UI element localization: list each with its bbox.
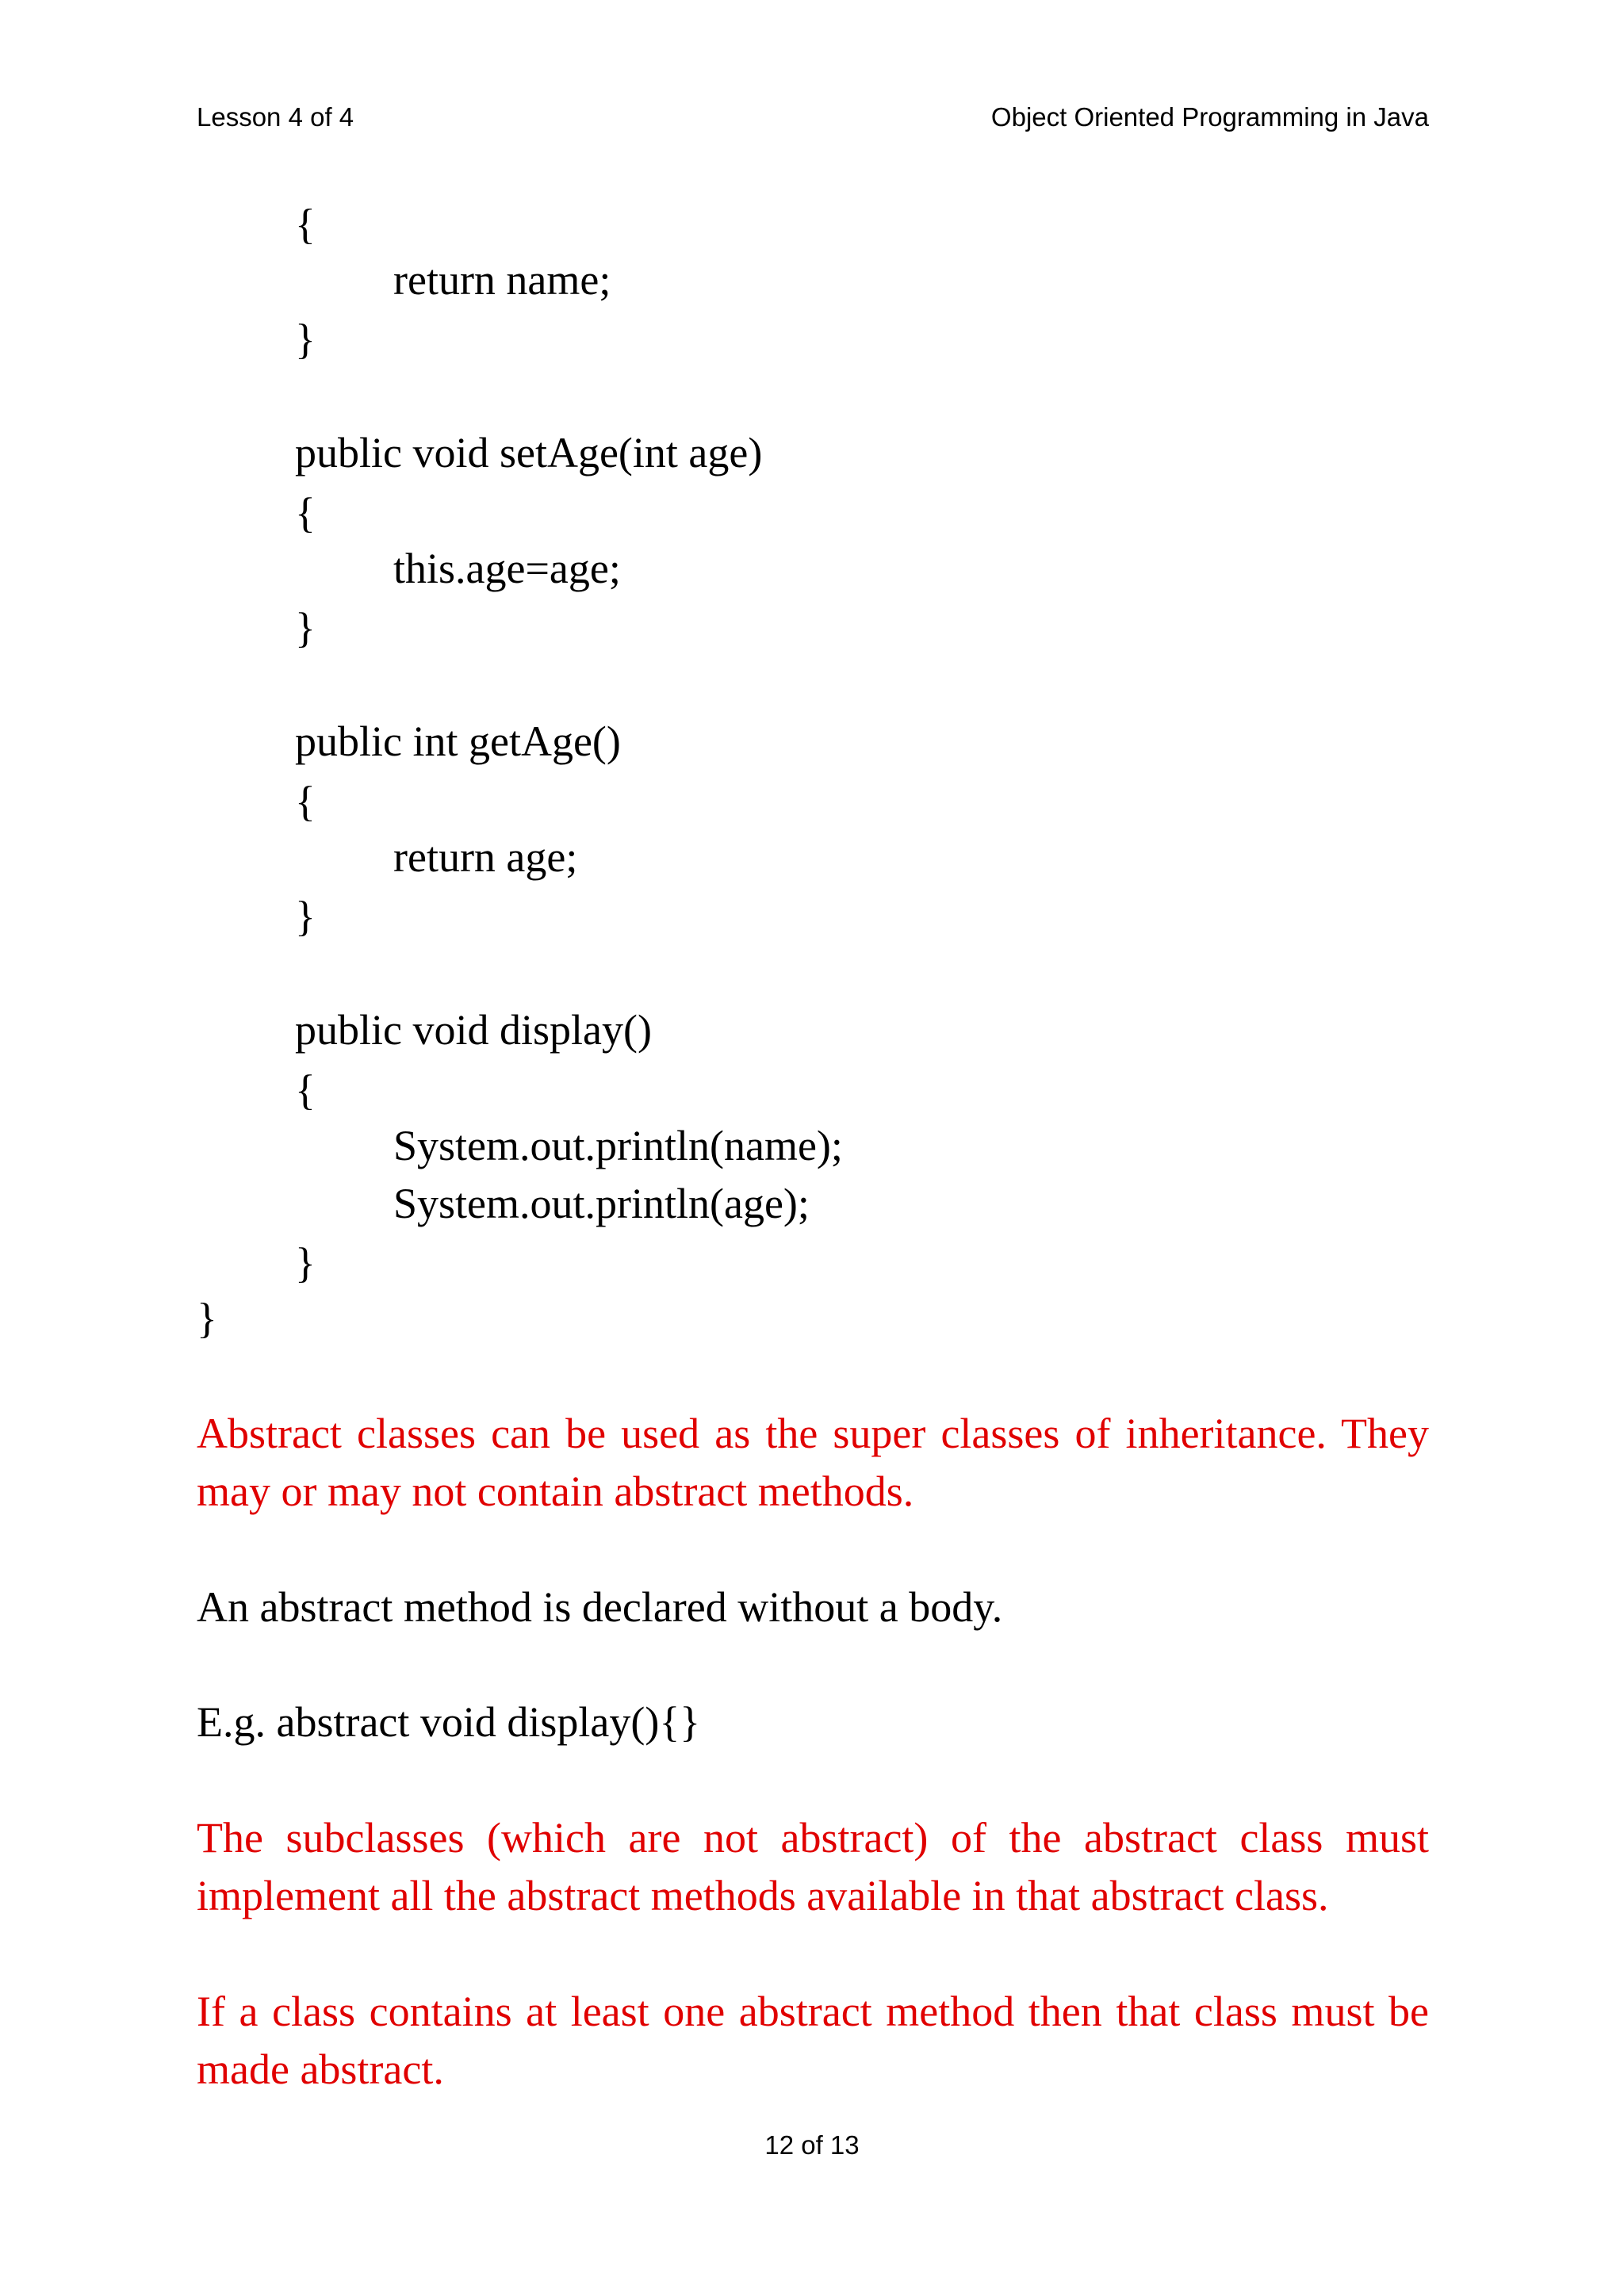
code-line: public int getAge() — [295, 718, 621, 765]
code-line: this.age=age; — [393, 545, 621, 592]
code-line: { — [295, 1066, 316, 1114]
paragraph-rule: If a class contains at least one abstract method then that class must be made abstract. — [197, 1988, 1429, 2093]
code-line: return name; — [393, 256, 611, 304]
code-line: { — [295, 489, 316, 537]
paragraph-abstract-classes: Abstract classes can be used as the super classes of inheritance. They may or may not contain abstract methods. — [197, 1410, 1429, 1515]
code-line: System.out.println(age); — [393, 1180, 810, 1227]
code-line: public void display() — [295, 1006, 652, 1054]
code-line: } — [295, 604, 316, 652]
code-line: } — [295, 1239, 316, 1287]
code-line: } — [295, 316, 316, 363]
paragraph-abstract-method: An abstract method is declared without a body. — [197, 1583, 1003, 1631]
code-line: } — [197, 1295, 217, 1342]
code-line: System.out.println(name); — [393, 1122, 843, 1169]
paragraph-subclasses: The subclasses (which are not abstract) of the abstract class must implement all the abstract methods available in that abstract class. — [197, 1814, 1429, 1919]
course-title: Object Oriented Programming in Java — [990, 102, 1429, 132]
code-line: { — [295, 778, 316, 825]
paragraph-example: E.g. abstract void display(){} — [197, 1698, 701, 1746]
code-line: public void setAge(int age) — [295, 429, 763, 476]
page-number: 12 of 13 — [764, 2130, 860, 2160]
page-header — [197, 101, 1429, 133]
lesson-label: Lesson 4 of 4 — [197, 102, 354, 132]
code-line: { — [295, 201, 316, 248]
code-line: } — [295, 893, 316, 940]
code-line: return age; — [393, 833, 578, 881]
